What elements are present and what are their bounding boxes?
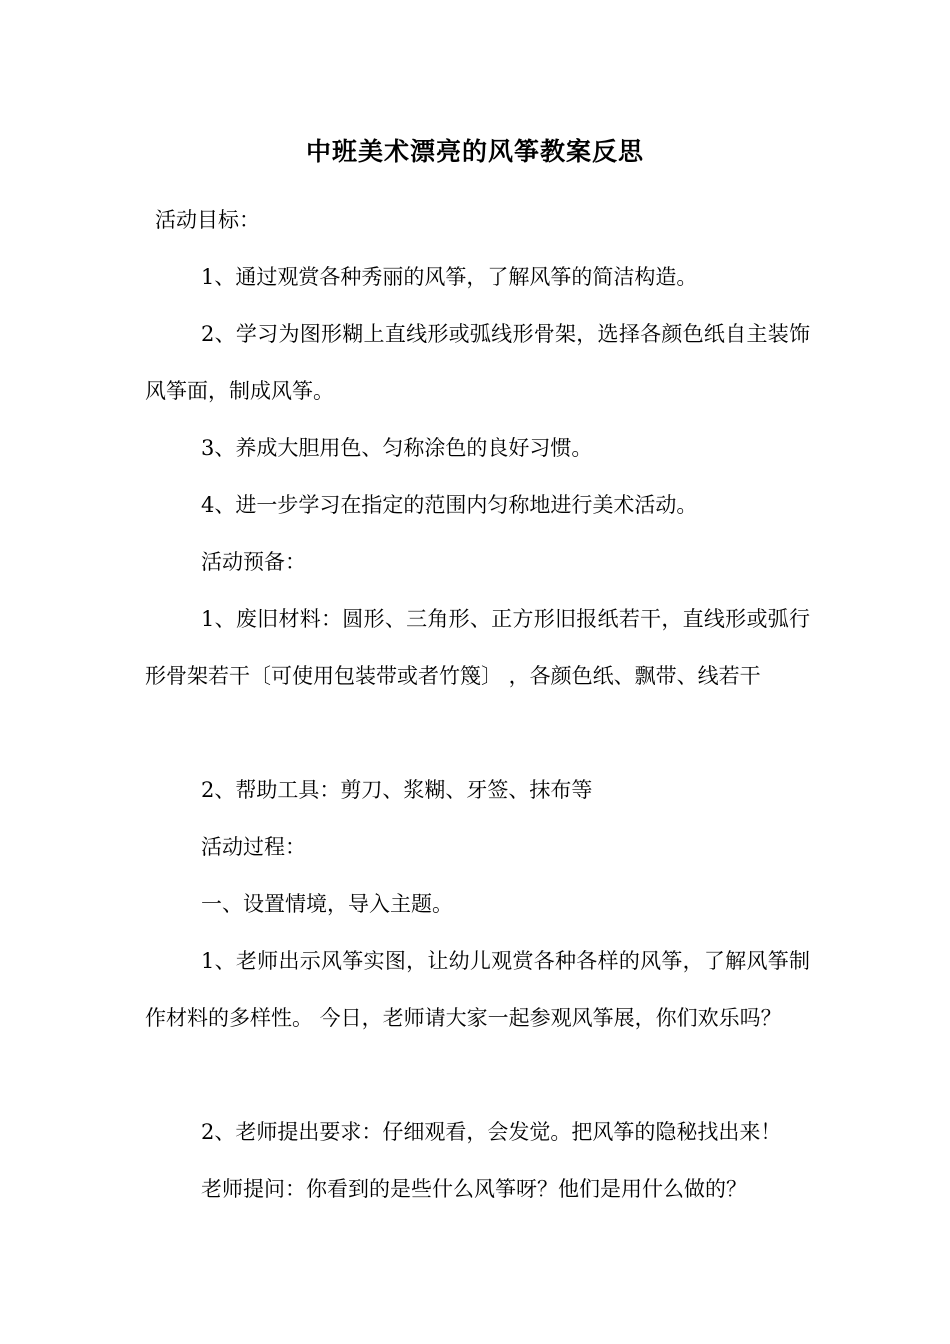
paragraph-goals-heading: 活动目标： xyxy=(155,208,260,232)
paragraph-goal-2: 2、学习为图形糊上直线形或弧线形骨架，选择各颜色纸自主装饰风筝面，制成风筝。 xyxy=(145,322,810,403)
paragraph-goal-4: 4、进一步学习在指定的范围内匀称地进行美术活动。 xyxy=(201,493,698,517)
paragraph-process-1-1: 1、老师出示风筝实图，让幼儿观赏各种各样的风筝，了解风筝制作材料的多样性。 今日，老师请大家一起参观风筝展，你们欢乐吗？ xyxy=(145,949,810,1030)
paragraph-goal-1: 1、通过观赏各种秀丽的风筝，了解风筝的简洁构造。 xyxy=(201,265,698,289)
paragraph-prep-heading: 活动预备： xyxy=(201,550,306,574)
paragraph-process-heading: 活动过程： xyxy=(201,835,306,859)
paragraph-goal-3: 3、养成大胆用色、匀称涂色的良好习惯。 xyxy=(201,436,593,460)
paragraph-prep-2: 2、帮助工具：剪刀、浆糊、牙签、抹布等 xyxy=(201,778,593,802)
document-title: 中班美术漂亮的风筝教案反思 xyxy=(305,137,644,166)
paragraph-process-1-2: 2、老师提出要求：仔细观看，会发觉。把风筝的隐秘找出来！ xyxy=(201,1120,782,1144)
paragraph-process-step-1: 一、设置情境，导入主题。 xyxy=(201,892,453,916)
paragraph-prep-1: 1、废旧材料：圆形、三角形、正方形旧报纸若干，直线形或弧行形骨架若干〔可使用包装带或者竹篾〕 ，各颜色纸、飘带、线若干 xyxy=(145,607,810,688)
paragraph-teacher-question: 老师提问：你看到的是些什么风筝呀？他们是用什么做的？ xyxy=(201,1177,747,1201)
